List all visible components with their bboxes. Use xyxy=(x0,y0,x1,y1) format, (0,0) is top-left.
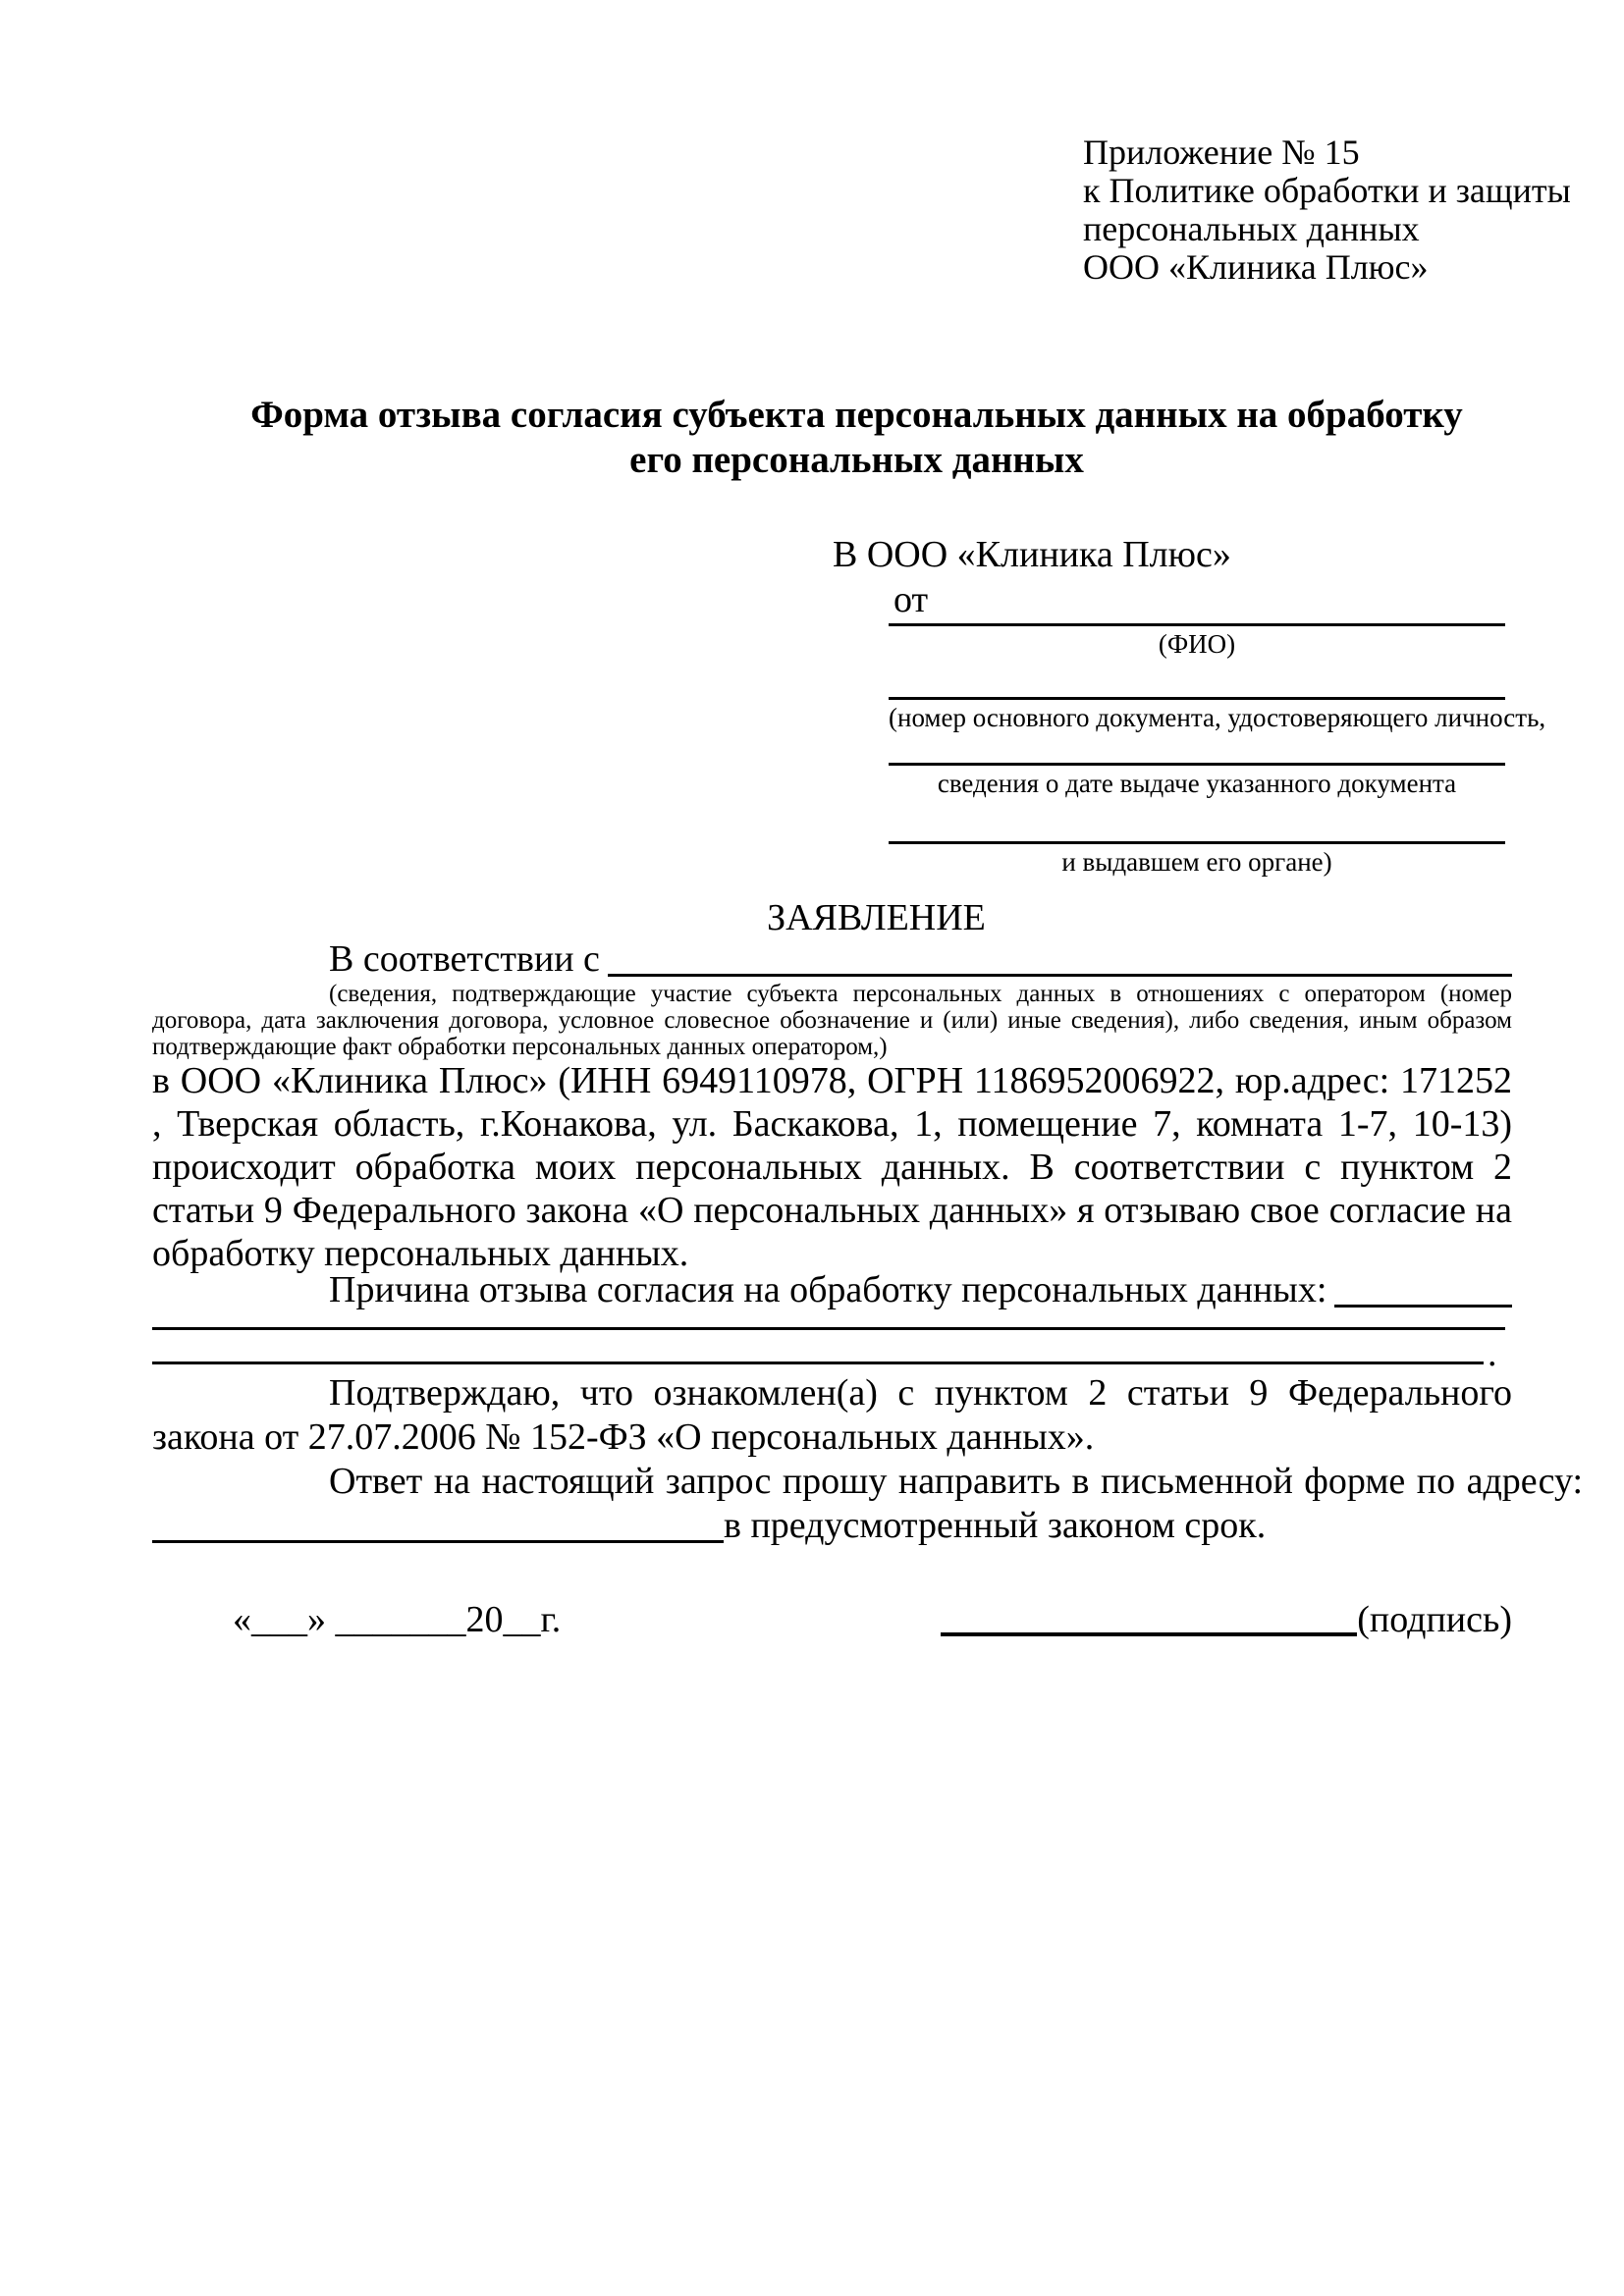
addressee-organization: В ООО «Клиника Плюс» xyxy=(833,534,1231,575)
signature-caption: (подпись) xyxy=(1357,1599,1512,1640)
fio-caption: (ФИО) xyxy=(1158,629,1236,659)
issuing-authority-blank-line xyxy=(889,841,1505,844)
extra-blank-line-1 xyxy=(152,1327,1505,1330)
appendix-line: ООО «Клиника Плюс» xyxy=(1083,247,1429,287)
signature-blank-line xyxy=(941,1632,1357,1636)
document-title xyxy=(152,393,1512,483)
appendix-line: к Политике обработки и защиты xyxy=(1083,171,1571,210)
paragraph-indent xyxy=(152,1268,329,1312)
statement-heading: ЗАЯВЛЕНИЕ xyxy=(767,897,986,938)
appendix-note xyxy=(1083,133,1571,287)
appendix-line: персональных данных xyxy=(1083,209,1420,248)
response-address-label: Ответ на настоящий запрос прошу направить в письменной форме по адресу: xyxy=(329,1461,1584,1502)
title-line: Форма отзыва согласия субъекта персональных данных на обработку xyxy=(250,394,1463,436)
issue-date-caption: сведения о дате выдаче указанного документа xyxy=(937,769,1457,798)
issue-date-blank-line xyxy=(889,763,1505,766)
fio-blank-line xyxy=(889,623,1505,626)
footnote-text: (сведения, подтверждающие участие субъекта персональных данных в отношениях с оператором (номер договора, дата заключения договора, условное словесное обозначение и (или) иные сведения), либо сведения, иным образом подтверждающие факт обработки персональных данных оператором,) xyxy=(152,981,1512,1060)
blank-line-period: . xyxy=(1488,1333,1497,1374)
reason-label: Причина отзыва согласия на обработку персональных данных: xyxy=(329,1269,1327,1310)
document-number-caption: (номер основного документа, удостоверяющего личность, xyxy=(889,703,1546,732)
body-paragraph: в ООО «Клиника Плюс» (ИНН 6949110978, ОГРН 1186952006922, юр.адрес: 171252 , Тверская область, г.Конакова, ул. Баскакова, 1, помещение 7, комната 1-7, 10-13) происходит обработка моих персональных данных. В соответствии с пунктом 2 статьи 9 Федерального закона «О персональных данных» я отзываю свое согласие на обработку персональных данных. xyxy=(152,1060,1512,1274)
confirmation-paragraph: Подтверждаю, что ознакомлен(а) с пунктом 2 статьи 9 Федерального закона от 27.07.2006 № 152-ФЗ «О персональных данных». xyxy=(152,1372,1512,1458)
response-tail: в предусмотренный законом срок. xyxy=(724,1505,1267,1546)
address-blank-line xyxy=(152,1504,724,1543)
issuing-authority-caption: и выдавшем его органе) xyxy=(1061,847,1332,877)
signature-field xyxy=(941,1598,1512,1642)
date-signature-row xyxy=(152,1598,1512,1642)
reason-blank-line xyxy=(1334,1268,1512,1308)
response-address-row xyxy=(152,1504,1512,1548)
date-blank-field: «___» _______20__г. xyxy=(233,1599,562,1640)
from-label: от xyxy=(893,579,929,620)
document-number-blank-line xyxy=(889,697,1505,700)
title-line: его персональных данных xyxy=(629,439,1084,481)
extra-blank-line-2 xyxy=(152,1362,1484,1364)
compliance-blank-line xyxy=(608,937,1512,977)
appendix-line: Приложение № 15 xyxy=(1083,133,1360,172)
document-content xyxy=(152,0,1584,2296)
paragraph-indent xyxy=(152,937,329,982)
compliance-intro-label: В соответствии с xyxy=(329,938,600,980)
compliance-intro-row xyxy=(152,937,1512,982)
reason-row xyxy=(152,1268,1512,1312)
